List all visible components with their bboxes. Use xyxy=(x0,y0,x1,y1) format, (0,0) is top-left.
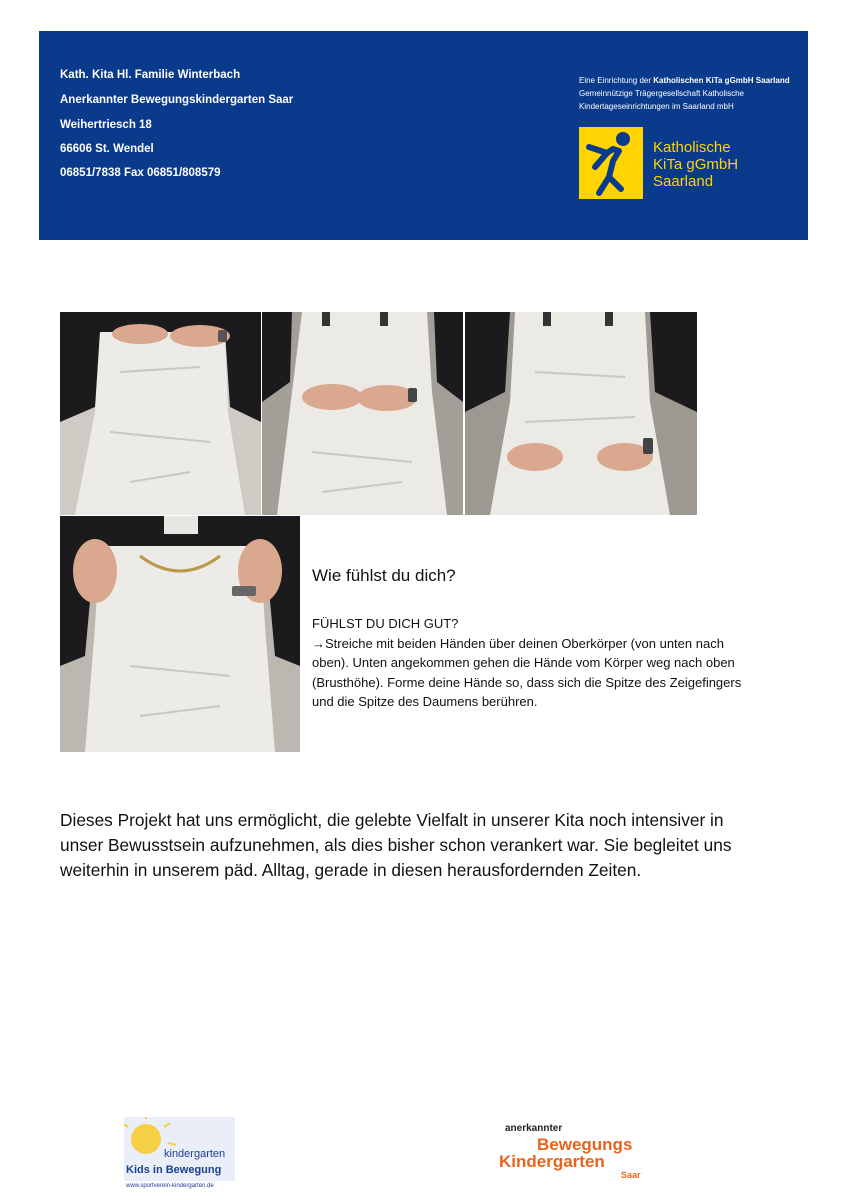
bew-logo-line4: Saar xyxy=(621,1170,641,1180)
kids-logo-line1: kindergarten xyxy=(164,1148,226,1160)
photo-hands-belly xyxy=(262,312,463,515)
paragraph-line: Dieses Projekt hat uns ermöglicht, die gelebte Vielfalt in unserer Kita noch intensiver in xyxy=(60,810,724,830)
carrier-line-1 xyxy=(579,74,790,87)
paragraph-line: weiterhin in unserem päd. Alltag, gerade in diesen herausfordernden Zeiten. xyxy=(60,860,642,880)
instruction-line: →Streiche mit beiden Händen über deinen Oberkörper (von unten nach xyxy=(312,635,724,651)
instruction-line: und die Spitze des Daumens berühren. xyxy=(312,694,538,709)
address-line-street: Weihertriesch 18 xyxy=(60,119,152,131)
photo-fingers-touch xyxy=(60,516,300,752)
question-heading: Wie fühlst du dich? xyxy=(312,566,456,585)
kids-in-bewegung-logo xyxy=(124,1117,235,1189)
carrier-org: Katholischen KiTa gGmbH Saarland xyxy=(653,76,790,85)
bewegungskindergarten-logo xyxy=(497,1120,649,1180)
logo-line-1: Katholische xyxy=(653,139,731,156)
bew-logo-line1: anerkannter xyxy=(505,1123,563,1134)
carrier-info xyxy=(579,74,790,113)
carrier-prefix: Eine Einrichtung der xyxy=(579,76,654,85)
instruction-line: (Brusthöhe). Forme deine Hände so, dass sich die Spitze des Zeigefingers xyxy=(312,674,742,690)
address-line-city: 66606 St. Wendel xyxy=(60,143,154,155)
carrier-line-3: Kindertageseinrichtungen im Saarland mbH xyxy=(579,102,734,111)
instruction-line: FÜHLST DU DICH GUT? xyxy=(312,616,459,631)
carrier-line-2: Gemeinnützige Trägergesellschaft Katholische xyxy=(579,89,744,98)
instruction-text xyxy=(312,614,792,712)
closing-paragraph xyxy=(60,808,780,883)
logo-line-3: Saarland xyxy=(653,173,714,190)
paragraph-line: unser Bewusstsein aufzunehmen, als dies bisher schon verankert war. Sie begleitet uns xyxy=(60,835,732,855)
kids-logo-line2: Kids in Bewegung xyxy=(126,1164,222,1176)
address-line-title: Anerkannter Bewegungskindergarten Saar xyxy=(60,94,294,106)
instruction-line: oben). Unten angekommen gehen die Hände vom Körper weg nach oben xyxy=(312,655,735,670)
bew-logo-line3: Kindergarten xyxy=(499,1152,605,1171)
logo-line-2: KiTa gGmbH xyxy=(653,156,739,173)
kids-logo-url: www.sportverein-kindergarten.de xyxy=(126,1183,214,1189)
address-line-phone: 06851/7838 Fax 06851/808579 xyxy=(60,167,221,179)
photo-hands-chest xyxy=(60,312,261,515)
address-line-name: Kath. Kita Hl. Familie Winterbach xyxy=(60,69,241,81)
bew-logo-line2: Bewegungs xyxy=(537,1135,633,1154)
kita-logo-text xyxy=(653,139,738,190)
kita-logo-icon xyxy=(579,127,643,199)
photo-hands-hips xyxy=(465,312,697,515)
letterhead xyxy=(39,31,808,240)
